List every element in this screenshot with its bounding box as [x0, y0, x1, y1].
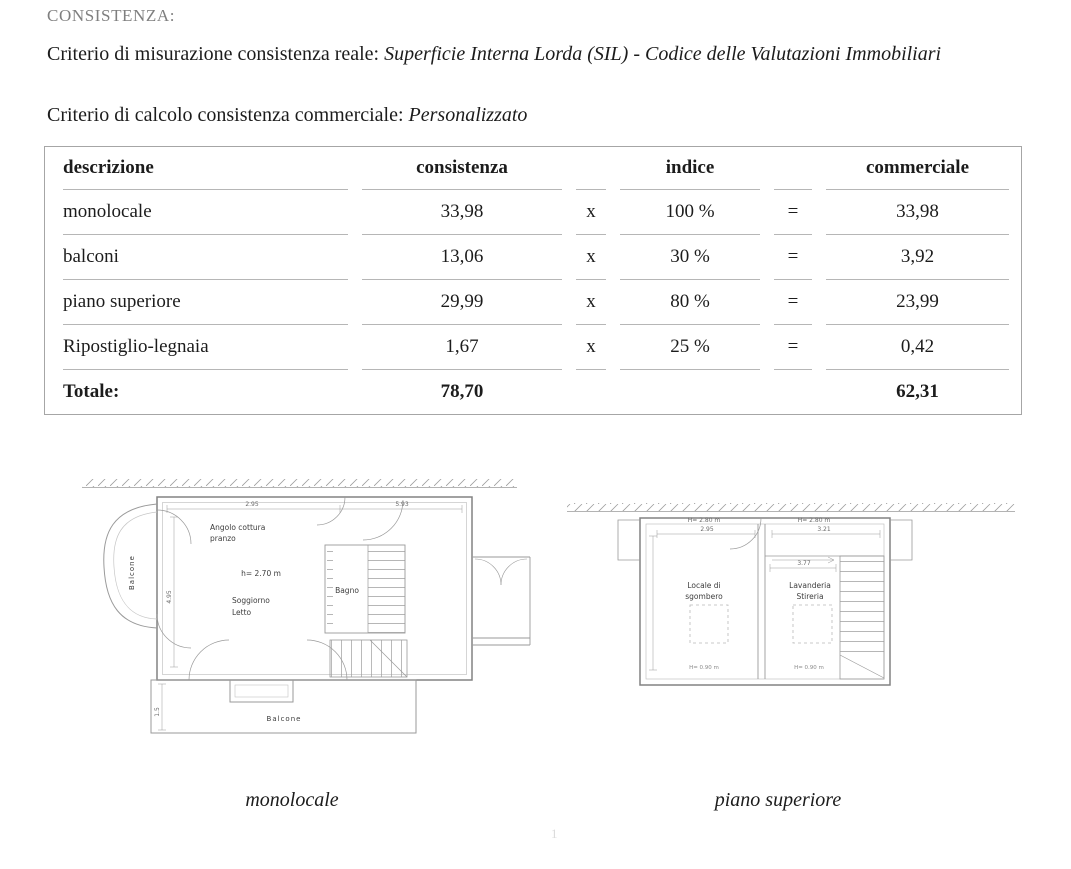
cell-commerciale: 3,92 — [826, 234, 1009, 279]
cell-equals: = — [774, 279, 812, 324]
table-header-row — [45, 147, 1021, 189]
dashed-area-left — [690, 605, 728, 643]
h-bottom-right: H= 0.90 m — [794, 665, 824, 671]
cell-consistenza: 33,98 — [362, 189, 562, 234]
dashed-area-right — [793, 605, 832, 643]
wall-stub-left — [618, 520, 640, 560]
cell-indice: 80 % — [620, 279, 760, 324]
dim-inner: 3.77 — [797, 560, 811, 567]
cell-spacer — [620, 369, 760, 414]
label-balcone-bottom: Balcone — [266, 715, 302, 723]
cell-consistenza: 1,67 — [362, 324, 562, 369]
cell-indice: 25 % — [620, 324, 760, 369]
label-sgombero: sgombero — [685, 592, 723, 601]
cell-total-label: Totale: — [63, 369, 348, 414]
cell-times: x — [576, 189, 606, 234]
label-pranzo: pranzo — [210, 534, 236, 543]
bay-window — [230, 680, 293, 702]
label-lavanderia: Lavanderia — [789, 581, 831, 590]
piano-superiore-drawing — [567, 503, 1015, 685]
criterion-misurazione-label: Criterio di misurazione consistenza reale: — [47, 43, 385, 65]
cell-times: x — [576, 234, 606, 279]
cell-indice: 30 % — [620, 234, 760, 279]
label-balcone-left: Balcone — [128, 555, 136, 590]
dim-left-room: 2.95 — [700, 526, 714, 533]
cell-equals: = — [774, 324, 812, 369]
label-bagno: Bagno — [335, 586, 359, 595]
cell-descrizione: balconi — [63, 234, 348, 279]
table-total-row — [45, 369, 1021, 414]
label-locale-di: Locale di — [687, 581, 721, 590]
h-bottom-left: H= 0.90 m — [689, 665, 719, 671]
table-row — [45, 279, 1021, 324]
section-hatch — [567, 503, 1015, 511]
criterion-misurazione-value: Superficie Interna Lorda (SIL) - Codice delle Valutazioni Immobiliari — [384, 43, 942, 65]
section-hatch — [82, 479, 517, 487]
header-indice: indice — [665, 157, 715, 178]
label-stireria: Stireria — [796, 592, 824, 601]
table-row — [45, 234, 1021, 279]
cell-spacer — [576, 369, 606, 414]
label-height: h= 2.70 m — [241, 569, 281, 578]
dim-left: 4.95 — [166, 590, 173, 604]
cell-commerciale: 23,99 — [826, 279, 1009, 324]
cell-times: x — [576, 279, 606, 324]
criterion-calcolo-label: Criterio di calcolo consistenza commerciale: — [47, 104, 409, 126]
dimension-line-top — [167, 505, 462, 513]
cell-total-consistenza: 78,70 — [362, 369, 562, 414]
apartment-outline — [157, 497, 472, 680]
table-row — [45, 324, 1021, 369]
header-commerciale: commerciale — [865, 157, 970, 178]
criterion-calcolo — [47, 101, 1035, 129]
dim-right-room: 3.21 — [817, 526, 831, 533]
cell-descrizione: piano superiore — [63, 279, 348, 324]
cell-total-commerciale: 62,31 — [826, 369, 1009, 414]
header-consistenza: consistenza — [416, 157, 508, 178]
dim-top-2: 5.93 — [395, 501, 409, 508]
label-soggiorno: Soggiorno — [232, 596, 270, 605]
cell-times: x — [576, 324, 606, 369]
criterion-misurazione — [47, 40, 1035, 68]
cell-descrizione: monolocale — [63, 189, 348, 234]
header-descrizione: descrizione — [63, 157, 154, 178]
stairs-lower — [330, 640, 407, 677]
floorplan-monolocale — [62, 462, 532, 754]
header-spacer — [576, 147, 606, 189]
cell-indice: 100 % — [620, 189, 760, 234]
table-row — [45, 189, 1021, 234]
cell-commerciale: 33,98 — [826, 189, 1009, 234]
h-label-left: H= 2.80 m — [687, 517, 721, 524]
cell-commerciale: 0,42 — [826, 324, 1009, 369]
dividing-wall — [758, 524, 765, 679]
criterion-calcolo-value: Personalizzato — [408, 104, 528, 126]
caption-monolocale: monolocale — [245, 789, 339, 811]
page-number: 1 — [551, 826, 558, 841]
cell-consistenza: 13,06 — [362, 234, 562, 279]
cell-descrizione: Ripostiglio-legnaia — [63, 324, 348, 369]
section-label: CONSISTENZA: — [47, 6, 176, 25]
cell-spacer — [774, 369, 812, 414]
cell-equals: = — [774, 234, 812, 279]
label-letto: Letto — [232, 608, 252, 617]
h-label-right: H= 2.80 m — [797, 517, 831, 524]
cell-equals: = — [774, 189, 812, 234]
caption-piano-superiore: piano superiore — [714, 789, 842, 811]
floorplan-piano-superiore — [562, 472, 1022, 752]
annex-right — [472, 557, 530, 645]
door-arc — [730, 518, 761, 549]
header-spacer — [774, 147, 812, 189]
dim-bottom: 1.5 — [154, 707, 161, 717]
dim-top-1: 2.95 — [245, 501, 259, 508]
monolocale-drawing — [82, 479, 530, 733]
balcony-bottom — [151, 680, 416, 733]
wall-stub-right — [890, 520, 912, 560]
cell-consistenza: 29,99 — [362, 279, 562, 324]
stairs-treads — [368, 545, 405, 633]
label-angolo-cottura: Angolo cottura — [210, 523, 266, 532]
stairs — [840, 556, 884, 679]
consistency-table — [44, 146, 1022, 415]
